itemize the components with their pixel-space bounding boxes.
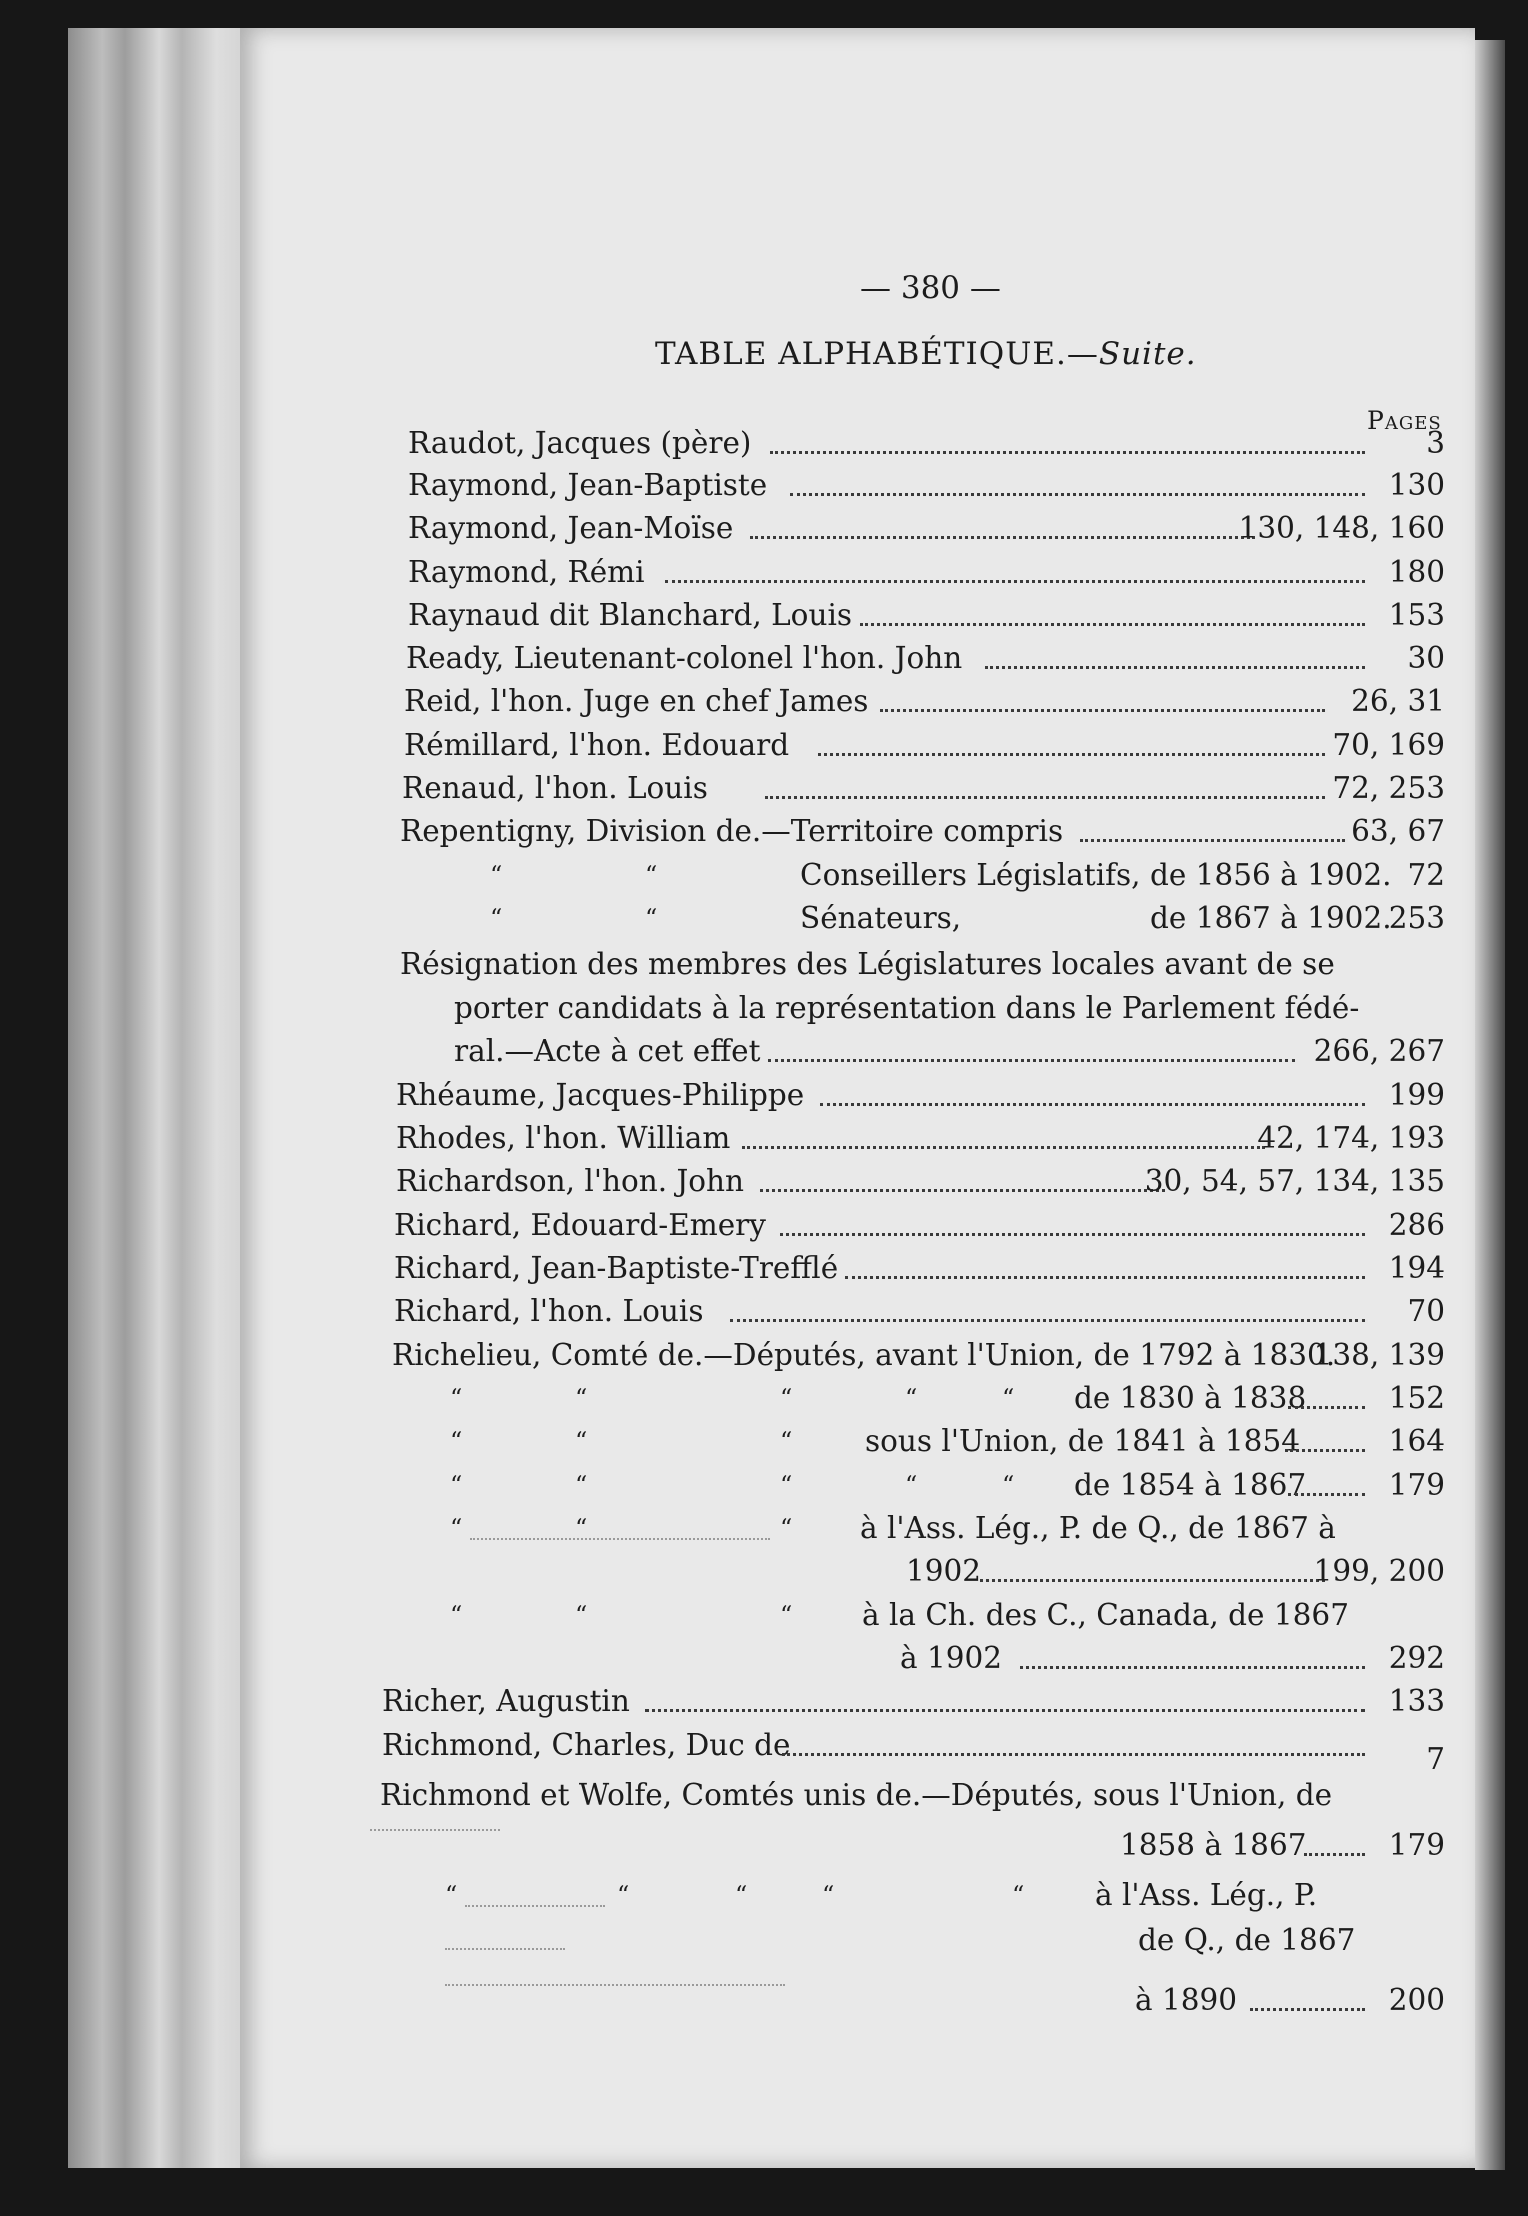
- ditto-mark: “: [490, 904, 503, 932]
- entry-text: porter candidats à la représentation dans le Parlement fédé-: [454, 991, 1360, 1025]
- faint-leader: [370, 1829, 500, 1831]
- dot-leader: [818, 753, 1325, 756]
- richelieu-sub: [240, 1465, 1475, 1505]
- dot-leader: [1250, 2008, 1365, 2011]
- richelieu-sub-ch-des-c: [240, 1595, 1475, 1635]
- ditto-mark: “: [822, 1881, 835, 1909]
- resignation-line-3: [240, 1031, 1475, 1071]
- richelieu-sub: [240, 1378, 1475, 1418]
- entry-pages: 164: [1388, 1424, 1445, 1458]
- entry-pages: 72, 253: [1332, 771, 1445, 805]
- index-entry: [240, 1075, 1475, 1115]
- entry-pages: 130: [1388, 468, 1445, 502]
- richmond-wolfe-line-2: [240, 1825, 1475, 1865]
- sub-label: à la Ch. des C., Canada, de 1867: [862, 1598, 1349, 1632]
- sub-label: sous l'Union, de 1841 à 1854: [865, 1424, 1300, 1458]
- entry-pages: 70: [1407, 1294, 1445, 1328]
- sub-label: à l'Ass. Lég., P.: [1095, 1878, 1318, 1912]
- entry-name: Renaud, l'hon. Louis: [402, 771, 708, 805]
- entry-pages: 30, 54, 57, 134, 135: [1144, 1164, 1445, 1198]
- dot-leader: [1285, 1449, 1365, 1452]
- index-entry: [240, 1681, 1475, 1721]
- dot-leader: [1288, 1406, 1365, 1409]
- faint-leader: [470, 1538, 770, 1540]
- dot-leader: [782, 1753, 1365, 1756]
- entry-pages: 266, 267: [1313, 1034, 1445, 1068]
- ditto-mark: “: [645, 904, 658, 932]
- index-entry: [240, 1118, 1475, 1158]
- sub-range: de 1830 à 1838: [1074, 1381, 1307, 1415]
- entry-name: Richelieu, Comté de.—Députés, avant l'Union, de 1792 à 1830.: [392, 1338, 1336, 1372]
- entry-pages: 253: [1388, 901, 1445, 935]
- entry-name: Richmond, Charles, Duc de: [382, 1728, 791, 1762]
- dot-leader: [985, 666, 1365, 669]
- dot-leader: [1304, 1853, 1365, 1856]
- pages-column-header: Pages: [1367, 406, 1442, 435]
- dot-leader: [790, 493, 1365, 496]
- repentigny-sub-senateurs: [240, 898, 1475, 938]
- title-main: TABLE ALPHABÉTIQUE.—: [655, 336, 1099, 372]
- dot-leader: [1080, 839, 1345, 842]
- faint-leader: [445, 1948, 565, 1950]
- sub-label-cont: 1902: [906, 1554, 982, 1588]
- entry-pages: 194: [1388, 1251, 1445, 1285]
- entry-pages: 63, 67: [1351, 814, 1445, 848]
- entry-name: Richard, Jean-Baptiste-Trefflé: [394, 1251, 839, 1285]
- ditto-mark: “: [575, 1427, 588, 1455]
- dot-leader: [780, 1233, 1365, 1236]
- dot-leader: [730, 1319, 1365, 1322]
- entry-name: Ready, Lieutenant-colonel l'hon. John: [406, 641, 963, 675]
- entry-pages: 130, 148, 160: [1238, 511, 1445, 545]
- resignation-line-1: [240, 944, 1475, 984]
- entry-pages: 292: [1388, 1641, 1445, 1675]
- dot-leader: [765, 796, 1325, 799]
- sub-range: de 1867 à 1902.: [1150, 901, 1392, 935]
- index-entry: [240, 1248, 1475, 1288]
- dot-leader: [768, 1059, 1295, 1062]
- richelieu-sub-ass-leg-cont: [240, 1551, 1475, 1591]
- richmond-wolfe-sub: [240, 1875, 1475, 1915]
- page-title: [655, 336, 1197, 372]
- faint-leader: [465, 1905, 605, 1907]
- entry-pages: 133: [1388, 1684, 1445, 1718]
- ditto-mark: “: [780, 1384, 793, 1412]
- ditto-mark: “: [490, 861, 503, 889]
- dot-leader: [845, 1276, 1365, 1279]
- index-entry: [240, 638, 1475, 678]
- ditto-mark: “: [617, 1881, 630, 1909]
- index-page: [240, 28, 1475, 2168]
- ditto-mark: “: [780, 1601, 793, 1629]
- dot-leader: [665, 580, 1365, 583]
- dot-leader: [742, 1146, 1265, 1149]
- entry-pages: 286: [1388, 1208, 1445, 1242]
- richelieu-sub-ass-leg: [240, 1508, 1475, 1548]
- ditto-mark: “: [1002, 1471, 1015, 1499]
- page-number: — 380 —: [860, 270, 1001, 306]
- entry-pages: 3: [1426, 426, 1445, 460]
- index-entry: [240, 681, 1475, 721]
- entry-text: Résignation des membres des Législatures locales avant de se: [400, 947, 1335, 981]
- entry-pages: 70, 169: [1332, 728, 1445, 762]
- dot-leader: [750, 536, 1255, 539]
- entry-name: Raudot, Jacques (père): [408, 426, 752, 460]
- ditto-mark: “: [450, 1427, 463, 1455]
- richelieu-sub: [240, 1421, 1475, 1461]
- ditto-mark: “: [450, 1471, 463, 1499]
- ditto-mark: “: [780, 1514, 793, 1542]
- entry-name: Rhéaume, Jacques-Philippe: [396, 1078, 805, 1112]
- index-entry: [240, 465, 1475, 505]
- index-entry: [240, 1725, 1475, 1776]
- richmond-wolfe-sub-cont: [240, 1920, 1475, 1960]
- sub-range: de 1854 à 1867: [1074, 1468, 1307, 1502]
- sub-label: Sénateurs,: [800, 901, 962, 935]
- entry-name: Richard, l'hon. Louis: [394, 1294, 704, 1328]
- ditto-mark: “: [450, 1601, 463, 1629]
- entry-name: Rhodes, l'hon. William: [396, 1121, 731, 1155]
- entry-text: ral.—Acte à cet effet: [454, 1034, 761, 1068]
- richmond-wolfe-sub-end: [240, 1980, 1475, 2020]
- entry-name: Richmond et Wolfe, Comtés unis de.—Députés, sous l'Union, de: [380, 1778, 1333, 1812]
- repentigny-sub-conseillers: [240, 855, 1475, 895]
- ditto-mark: “: [905, 1384, 918, 1412]
- entry-name: Reid, l'hon. Juge en chef James: [404, 684, 869, 718]
- entry-name: Raymond, Jean-Moïse: [408, 511, 734, 545]
- ditto-mark: “: [575, 1514, 588, 1542]
- sub-label-cont: à 1890: [1135, 1983, 1238, 2017]
- index-entry: [240, 508, 1475, 548]
- ditto-mark: “: [905, 1471, 918, 1499]
- ditto-mark: “: [450, 1384, 463, 1412]
- entry-name: Richer, Augustin: [382, 1684, 630, 1718]
- entry-name: Richardson, l'hon. John: [396, 1164, 745, 1198]
- entry-pages: 179: [1388, 1468, 1445, 1502]
- sub-label-cont: à 1902: [900, 1641, 1003, 1675]
- sub-label: à l'Ass. Lég., P. de Q., de 1867 à: [860, 1511, 1336, 1545]
- entry-pages: 179: [1388, 1828, 1445, 1862]
- sub-label-cont: de Q., de 1867: [1138, 1923, 1356, 1957]
- index-entry: [240, 552, 1475, 592]
- index-entry: [240, 423, 1475, 463]
- entry-pages: 199: [1388, 1078, 1445, 1112]
- entry-pages: 180: [1388, 555, 1445, 589]
- entry-pages: 152: [1388, 1381, 1445, 1415]
- dot-leader: [770, 451, 1365, 454]
- richelieu-sub-ch-des-c-cont: [240, 1638, 1475, 1678]
- ditto-mark: “: [575, 1384, 588, 1412]
- title-suite: Suite.: [1098, 336, 1197, 372]
- index-entry: [240, 725, 1475, 765]
- index-entry: [240, 768, 1475, 808]
- dot-leader: [820, 1103, 1365, 1106]
- ditto-mark: “: [645, 861, 658, 889]
- index-entry: [240, 1205, 1475, 1245]
- sub-range: 1858 à 1867: [1120, 1828, 1307, 1862]
- ditto-mark: “: [1002, 1384, 1015, 1412]
- ditto-mark: “: [445, 1881, 458, 1909]
- index-entry-richmond-wolfe: [240, 1775, 1475, 1815]
- dot-leader: [880, 709, 1325, 712]
- index-entry-richelieu: [240, 1335, 1475, 1375]
- sub-label: Conseillers Législatifs, de 1856 à 1902.: [800, 858, 1392, 892]
- entry-name: Raymond, Rémi: [408, 555, 645, 589]
- ditto-mark: “: [575, 1471, 588, 1499]
- ditto-mark: “: [450, 1514, 463, 1542]
- entry-name: Repentigny, Division de.—Territoire compris: [400, 814, 1064, 848]
- book-page-edges: [68, 28, 258, 2168]
- ditto-mark: “: [1012, 1881, 1025, 1909]
- ditto-mark: “: [575, 1601, 588, 1629]
- entry-pages: 26, 31: [1351, 684, 1445, 718]
- entry-name: Raynaud dit Blanchard, Louis: [408, 598, 853, 632]
- entry-pages: 72: [1407, 858, 1445, 892]
- ditto-mark: “: [735, 1881, 748, 1909]
- book-right-edge: [1475, 40, 1505, 2170]
- entry-pages: 42, 174, 193: [1257, 1121, 1445, 1155]
- entry-name: Richard, Edouard-Emery: [394, 1208, 766, 1242]
- dot-leader: [645, 1709, 1365, 1712]
- index-entry-repentigny: [240, 811, 1475, 851]
- index-entry: [240, 595, 1475, 635]
- ditto-mark: “: [780, 1427, 793, 1455]
- dot-leader: [980, 1579, 1325, 1582]
- entry-pages: 30: [1407, 641, 1445, 675]
- dot-leader: [760, 1189, 1165, 1192]
- entry-name: Raymond, Jean-Baptiste: [408, 468, 768, 502]
- entry-pages: 153: [1388, 598, 1445, 632]
- dot-leader: [1020, 1666, 1365, 1669]
- entry-pages: 199, 200: [1313, 1554, 1445, 1588]
- ditto-mark: “: [780, 1471, 793, 1499]
- dot-leader: [860, 623, 1365, 626]
- index-entry: [240, 1291, 1475, 1331]
- entry-pages: 200: [1388, 1983, 1445, 2017]
- entry-pages: 138, 139: [1313, 1338, 1445, 1372]
- index-entry: [240, 1161, 1475, 1201]
- entry-pages: 7: [1426, 1742, 1445, 1776]
- resignation-line-2: [240, 988, 1475, 1028]
- entry-name: Rémillard, l'hon. Edouard: [404, 728, 790, 762]
- dot-leader: [1288, 1493, 1365, 1496]
